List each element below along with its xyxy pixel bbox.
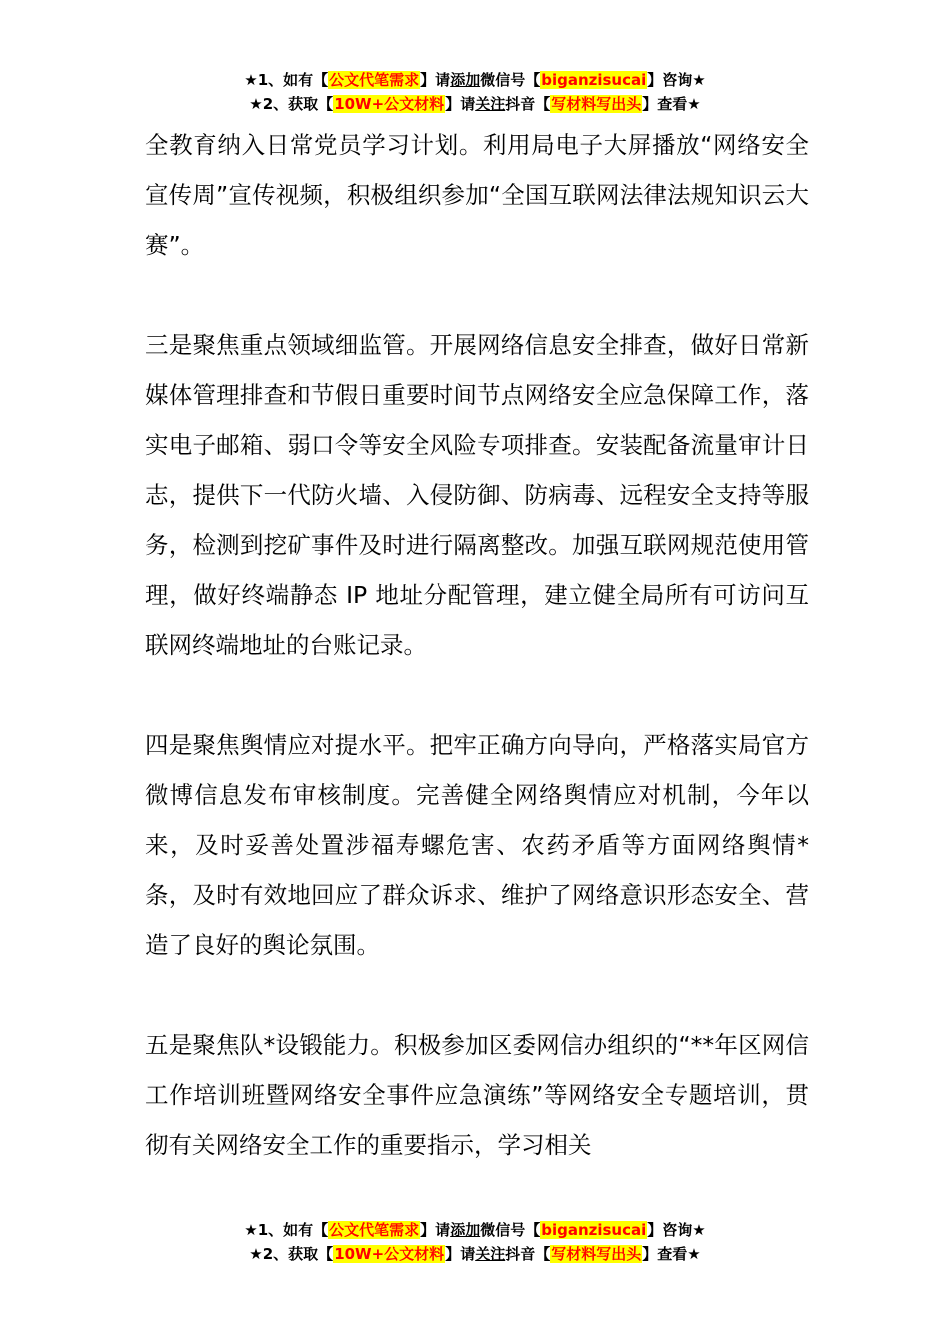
highlight-wechat-id: biganzisucai — [541, 1221, 647, 1239]
banner-text: 抖音【 — [505, 95, 551, 113]
highlight-wechat-id: biganzisucai — [541, 71, 647, 89]
banner-underlined: 添加 — [450, 71, 481, 89]
banner-line-1 — [0, 68, 950, 92]
highlight-materials: 10W+公文材料 — [334, 1245, 445, 1263]
banner-text: 微信号【 — [480, 1221, 541, 1239]
paragraph-continuation: 全教育纳入日常党员学习计划。利用局电子大屏播放“网络安全宣传周”宣传视频，积极组织参加“全国互联网法律法规知识云大赛”。 — [145, 131, 809, 259]
paragraph-supervision: 三是聚焦重点领域细监管。开展网络信息安全排查，做好日常新媒体管理排查和节假日重要时间节点网络安全应急保障工作，落实电子邮箱、弱口令等安全风险专项排查。安装配备流量审计日志，提供下一代防火墙、入侵防御、防病毒、远程安全支持等服务，检测到挖矿事件及时进行隔离整改。加强互联网规范使用管理，做好终端静态 IP 地址分配管理，建立健全局所有可访问互联网终端地址的台账记录。 — [145, 331, 809, 659]
footer-banner — [0, 1218, 950, 1266]
banner-line-2 — [0, 92, 950, 116]
banner-underlined: 添加 — [450, 1221, 481, 1239]
highlight-service: 公文代笔需求 — [329, 1221, 420, 1239]
highlight-douyin-id: 写材料写出头 — [551, 95, 642, 113]
banner-underlined: 关注 — [475, 1245, 506, 1263]
highlight-materials: 10W+公文材料 — [334, 95, 445, 113]
banner-text: 】咨询★ — [647, 71, 706, 89]
banner-underlined: 关注 — [475, 95, 506, 113]
banner-text: 】咨询★ — [647, 1221, 706, 1239]
banner-text: 】请 — [420, 71, 451, 89]
banner-line-1 — [0, 1218, 950, 1242]
banner-text: 】请 — [445, 95, 476, 113]
paragraph-team-building: 五是聚焦队*设锻能力。积极参加区委网信办组织的“**年区网信工作培训班暨网络安全事件应急演练”等网络安全专题培训，贯彻有关网络安全工作的重要指示，学习相关 — [145, 1031, 809, 1159]
banner-text: 】查看★ — [642, 95, 701, 113]
banner-text: 微信号【 — [480, 71, 541, 89]
banner-line-2 — [0, 1242, 950, 1266]
banner-text: 】请 — [445, 1245, 476, 1263]
banner-text: ★2、获取【 — [249, 1245, 334, 1263]
document-body — [145, 120, 809, 1170]
banner-text: 抖音【 — [505, 1245, 551, 1263]
paragraph-public-opinion: 四是聚焦舆情应对提水平。把牢正确方向导向，严格落实局官方微博信息发布审核制度。完善健全网络舆情应对机制，今年以来，及时妥善处置涉福寿螺危害、农药矛盾等方面网络舆情*条，及时有效地回应了群众诉求、维护了网络意识形态安全、营造了良好的舆论氛围。 — [145, 731, 809, 959]
highlight-douyin-id: 写材料写出头 — [551, 1245, 642, 1263]
banner-text: ★2、获取【 — [249, 95, 334, 113]
highlight-service: 公文代笔需求 — [329, 71, 420, 89]
header-banner — [0, 68, 950, 116]
banner-text: ★1、如有【 — [244, 1221, 329, 1239]
banner-text: 】查看★ — [642, 1245, 701, 1263]
banner-text: ★1、如有【 — [244, 71, 329, 89]
banner-text: 】请 — [420, 1221, 451, 1239]
